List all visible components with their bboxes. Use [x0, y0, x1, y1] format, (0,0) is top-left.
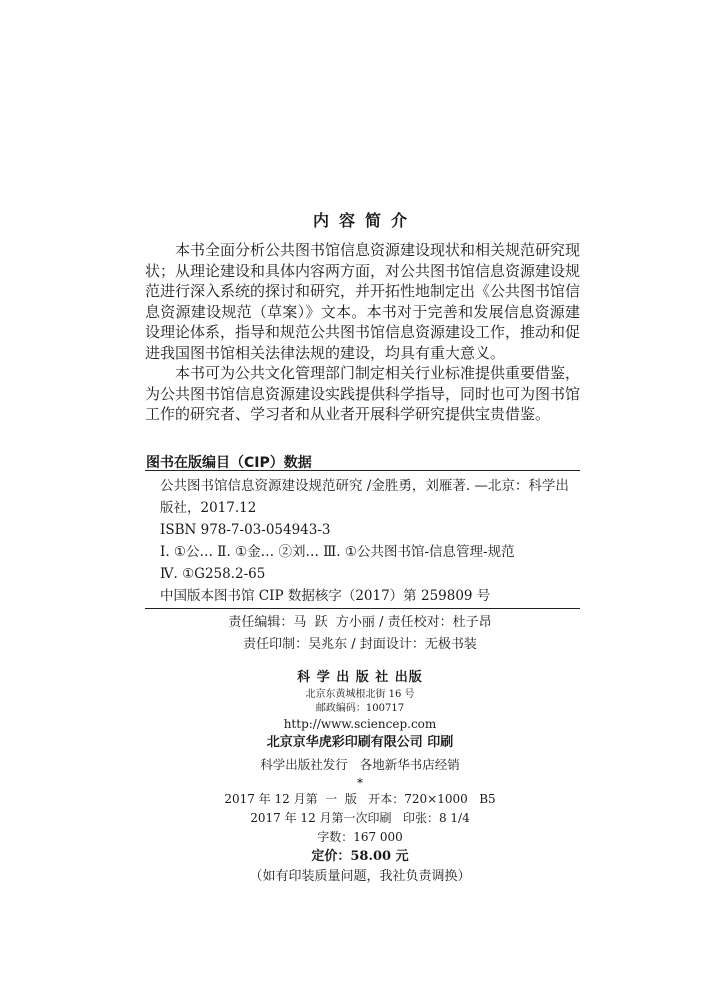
cip-block [160, 475, 570, 607]
printer-name: 北京京华虎彩印刷有限公司 印刷 [266, 735, 454, 750]
cip-line-record-number: 中国版本图书馆 CIP 数据核字（2017）第 259809 号 [160, 588, 491, 604]
publisher-name: 科 学 出 版 社 出版 [297, 670, 423, 685]
cip-line-classification: Ⅰ. ①公… Ⅱ. ①金… ②刘… Ⅲ. ①公共图书馆-信息管理-规范 [160, 544, 515, 560]
printing-line: 2017 年 12 月第一次印刷 印张：8 1/4 [250, 811, 470, 825]
credits-editors: 责任编辑：马 跃 方小丽 / 责任校对：杜子昂 [228, 615, 492, 630]
separator-star: * [357, 776, 363, 790]
price: 定价：58.00 元 [311, 849, 409, 864]
intro-body [145, 240, 580, 425]
edition-line: 2017 年 12 月第 一 版 开本：720×1000 B5 [224, 792, 496, 806]
intro-title: 内容简介 [312, 211, 417, 230]
distribution-line: 科学出版社发行 各地新华书店经销 [260, 757, 460, 772]
intro-paragraph: 本书全面分析公共图书馆信息资源建设现状和相关规范研究现状；从理论建设和具体内容两方面，对公共图书馆信息资源建设规范进行深入系统的探讨和研究，并开拓性地制定出《公共图书馆信息资源建设规范（草案）》文本。本书对于完善和发展信息资源建设理论体系，指导和规范公共图书馆信息资源建设工作，推动和促进我国图书馆相关法律法规的建设，均具有重大意义。 [145, 241, 581, 362]
credits [0, 612, 720, 656]
cip-top-divider [145, 470, 580, 471]
publisher-address: 北京东黄城根北街 16 号 [305, 689, 415, 700]
quality-note: （如有印装质量问题，我社负责调换） [249, 869, 471, 884]
intro-paragraph: 本书可为公共文化管理部门制定相关行业标准提供重要借鉴，为公共图书馆信息资源建设实践提供科学指导，同时也可为图书馆工作的研究者、学习者和从业者开展科学研究提供宝贵借鉴。 [145, 364, 581, 423]
publisher-url: http://www.sciencep.com [283, 717, 437, 731]
cip-bottom-divider [145, 608, 580, 609]
publisher-postcode: 邮政编码：100717 [315, 703, 405, 714]
publisher-block [0, 668, 720, 888]
cip-line-title: 公共图书馆信息资源建设规范研究 /金胜勇，刘雁著. —北京：科学出版社，2017.12 [160, 478, 569, 516]
cip-line-isbn: ISBN 978-7-03-054943-3 [160, 522, 331, 538]
credits-production: 责任印制：吴兆东 / 封面设计：无极书装 [243, 637, 477, 652]
cip-line-classification-code: Ⅳ. ①G258.2-65 [160, 566, 266, 582]
word-count: 字数：167 000 [317, 830, 403, 844]
cip-title: 图书在版编目（CIP）数据 [146, 455, 312, 471]
